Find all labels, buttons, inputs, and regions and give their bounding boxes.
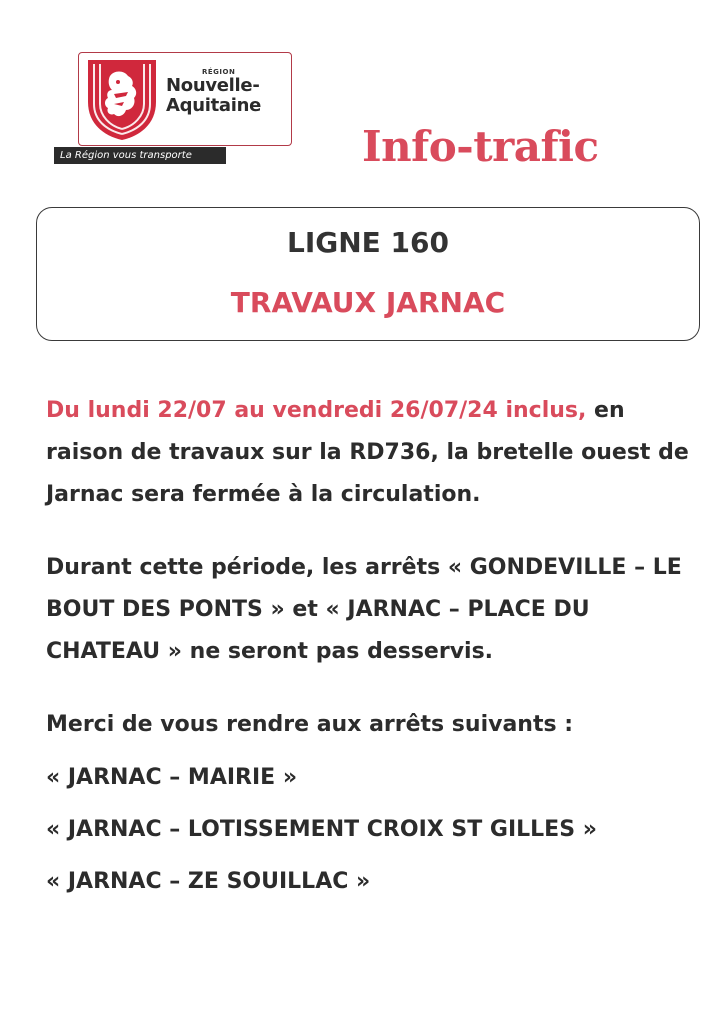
closure-description: en raison de travaux sur la RD736, la bretelle ouest de Jarnac sera fermée à la circulation. (46, 398, 689, 507)
notice-paragraph-alternatives (46, 704, 696, 746)
line-info-box (36, 207, 700, 341)
list-item: « JARNAC – ZE SOUILLAC » (46, 869, 371, 894)
logo-region-name (166, 76, 261, 116)
logo-tagline: La Région vous transporte (54, 147, 226, 164)
lion-shield-icon (84, 56, 160, 142)
page-title: Info-trafic (362, 122, 599, 171)
logo-name-line1: Nouvelle- (166, 75, 260, 96)
closed-stops-text: Durant cette période, les arrêts « GONDEVILLE – LE BOUT DES PONTS » et « JARNAC – PLACE DU CHATEAU » ne seront pas desservis. (46, 555, 682, 664)
logo-name-line2: Aquitaine (166, 95, 262, 116)
logo-region-label: RÉGION (202, 68, 236, 76)
line-number: LIGNE 160 (287, 226, 449, 259)
list-item: « JARNAC – MAIRIE » (46, 765, 298, 790)
notice-paragraph-dates (46, 390, 696, 516)
notice-paragraph-stops-closed (46, 547, 696, 673)
alternative-stops-list (46, 756, 597, 912)
list-item: « JARNAC – LOTISSEMENT CROIX ST GILLES » (46, 817, 597, 842)
date-range-highlight: Du lundi 22/07 au vendredi 26/07/24 inclus, (46, 398, 587, 423)
alternatives-intro: Merci de vous rendre aux arrêts suivants : (46, 712, 574, 737)
works-label: TRAVAUX JARNAC (230, 286, 506, 319)
